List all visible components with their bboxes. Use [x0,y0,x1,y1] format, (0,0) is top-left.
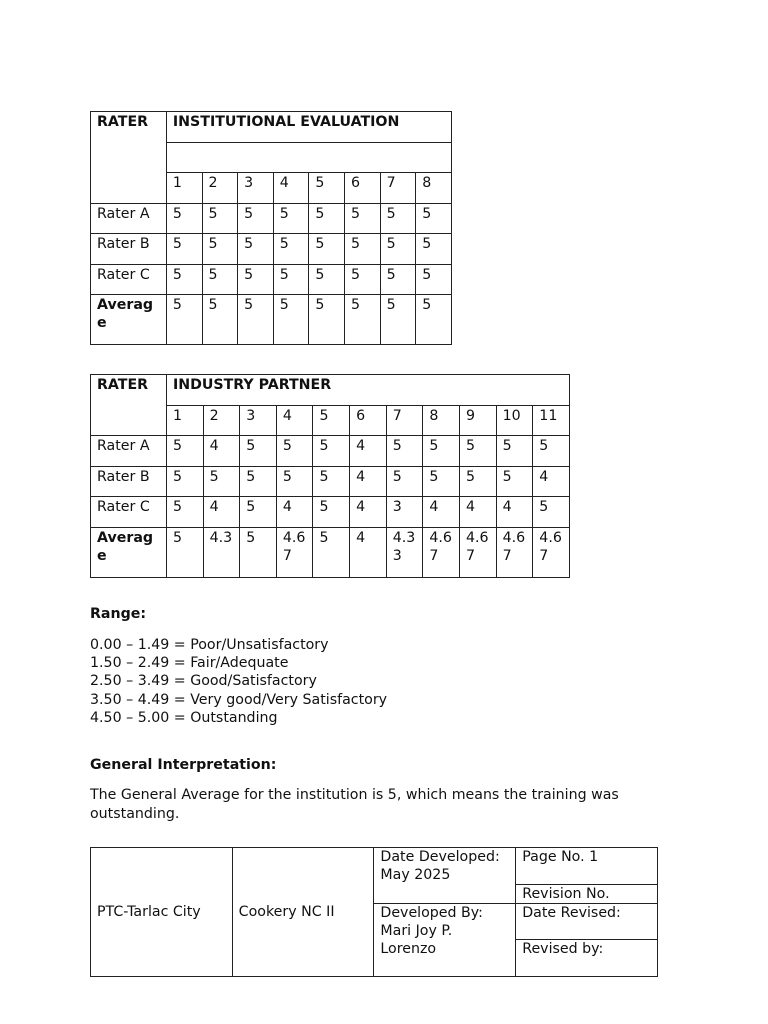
rater-label: Rater A [91,203,167,234]
criterion: 5 [313,405,350,436]
score: 4 [350,497,387,528]
criterion: 10 [496,405,533,436]
average-score: 5 [240,527,277,577]
table-title: INSTITUTIONAL EVALUATION [166,112,451,143]
score: 4 [203,436,240,467]
score: 5 [240,436,277,467]
score: 4 [533,466,570,497]
table-row [91,264,452,295]
date-revised: Date Revised: [516,904,658,940]
criterion: 6 [350,405,387,436]
average-row [91,295,452,345]
criterion: 7 [380,173,416,204]
score: 4 [350,436,387,467]
score: 5 [533,436,570,467]
range-title: Range: [90,606,147,622]
range-item: 1.50 – 2.49 = Fair/Adequate [90,655,289,672]
average-label: Average [91,295,167,345]
criterion: 4 [273,173,309,204]
table-row [91,466,570,497]
average-score: 5 [416,295,452,345]
score: 5 [416,264,452,295]
score: 5 [386,436,423,467]
institution-name: PTC-Tarlac City [91,848,233,977]
score: 5 [496,466,533,497]
average-row [91,527,570,577]
average-score: 5 [380,295,416,345]
empty-header-cell [166,142,451,173]
average-score: 4.67 [533,527,570,577]
rater-header: RATER [91,375,167,436]
score: 5 [238,264,274,295]
range-item: 4.50 – 5.00 = Outstanding [90,709,278,726]
score: 5 [345,234,381,265]
score: 4 [423,497,460,528]
table-row [91,497,570,528]
score: 5 [273,203,309,234]
criterion: 4 [276,405,313,436]
criterion: 8 [416,173,452,204]
score: 3 [386,497,423,528]
table-row [91,203,452,234]
score: 5 [313,466,350,497]
average-score: 4.67 [423,527,460,577]
revised-by: Revised by: [516,940,658,977]
developed-by: Developed By: Mari Joy P. Lorenzo [374,904,516,977]
criterion: 9 [460,405,497,436]
average-score: 5 [273,295,309,345]
score: 4 [350,466,387,497]
score: 5 [345,203,381,234]
criterion: 8 [423,405,460,436]
score: 5 [313,497,350,528]
table-row [91,436,570,467]
score: 4 [276,497,313,528]
interpretation-text: The General Average for the institution is 5, which means the training was outstanding. [90,787,619,822]
score: 5 [202,234,238,265]
average-score: 5 [313,527,350,577]
score: 5 [202,264,238,295]
criterion: 3 [240,405,277,436]
score: 5 [309,234,345,265]
rater-label: Rater B [91,466,167,497]
average-score: 5 [238,295,274,345]
criterion: 7 [386,405,423,436]
score: 5 [309,264,345,295]
average-label: Average [91,527,167,577]
average-score: 4.33 [386,527,423,577]
range-item: 3.50 – 4.49 = Very good/Very Satisfactory [90,691,388,708]
average-score: 4.67 [276,527,313,577]
score: 5 [380,203,416,234]
criterion: 1 [166,405,203,436]
score: 5 [166,497,203,528]
criterion: 2 [202,173,238,204]
score: 5 [166,436,203,467]
rater-label: Rater C [91,497,167,528]
score: 5 [166,203,202,234]
score: 5 [423,466,460,497]
average-score: 5 [166,295,202,345]
average-score: 5 [202,295,238,345]
score: 5 [386,466,423,497]
score: 5 [273,234,309,265]
score: 5 [423,436,460,467]
average-score: 5 [345,295,381,345]
qualification-name: Cookery NC II [232,848,374,977]
score: 5 [276,436,313,467]
criterion: 5 [309,173,345,204]
average-score: 4.3 [203,527,240,577]
institutional-evaluation-table [90,111,452,345]
score: 5 [533,497,570,528]
criterion: 1 [166,173,202,204]
score: 4 [496,497,533,528]
score: 5 [380,234,416,265]
revision-number: Revision No. [516,885,658,904]
score: 5 [238,234,274,265]
score: 5 [240,466,277,497]
score: 5 [416,234,452,265]
score: 5 [238,203,274,234]
score: 5 [203,466,240,497]
industry-partner-table [90,374,570,578]
score: 5 [273,264,309,295]
table-row [91,234,452,265]
average-score: 4.67 [496,527,533,577]
score: 4 [203,497,240,528]
score: 4 [460,497,497,528]
score: 5 [166,466,203,497]
score: 5 [166,234,202,265]
criterion: 11 [533,405,570,436]
criterion: 6 [345,173,381,204]
rater-header: RATER [91,112,167,204]
average-score: 4.67 [460,527,497,577]
criterion: 2 [203,405,240,436]
score: 5 [496,436,533,467]
date-developed: Date Developed: May 2025 [374,848,516,904]
table-title: INDUSTRY PARTNER [166,375,569,406]
score: 5 [416,203,452,234]
score: 5 [276,466,313,497]
average-score: 4 [350,527,387,577]
average-score: 5 [166,527,203,577]
range-item: 0.00 – 1.49 = Poor/Unsatisfactory [90,637,329,653]
criterion: 3 [238,173,274,204]
interpretation-title: General Interpretation: [90,757,277,773]
average-score: 5 [309,295,345,345]
score: 5 [202,203,238,234]
score: 5 [460,436,497,467]
page-number: Page No. 1 [516,848,658,885]
score: 5 [460,466,497,497]
range-list [90,636,387,727]
score: 5 [345,264,381,295]
rater-label: Rater A [91,436,167,467]
score: 5 [166,264,202,295]
score: 5 [240,497,277,528]
document-footer-table [90,847,658,977]
score: 5 [313,436,350,467]
range-item: 2.50 – 3.49 = Good/Satisfactory [90,673,317,690]
score: 5 [380,264,416,295]
rater-label: Rater B [91,234,167,265]
rater-label: Rater C [91,264,167,295]
score: 5 [309,203,345,234]
